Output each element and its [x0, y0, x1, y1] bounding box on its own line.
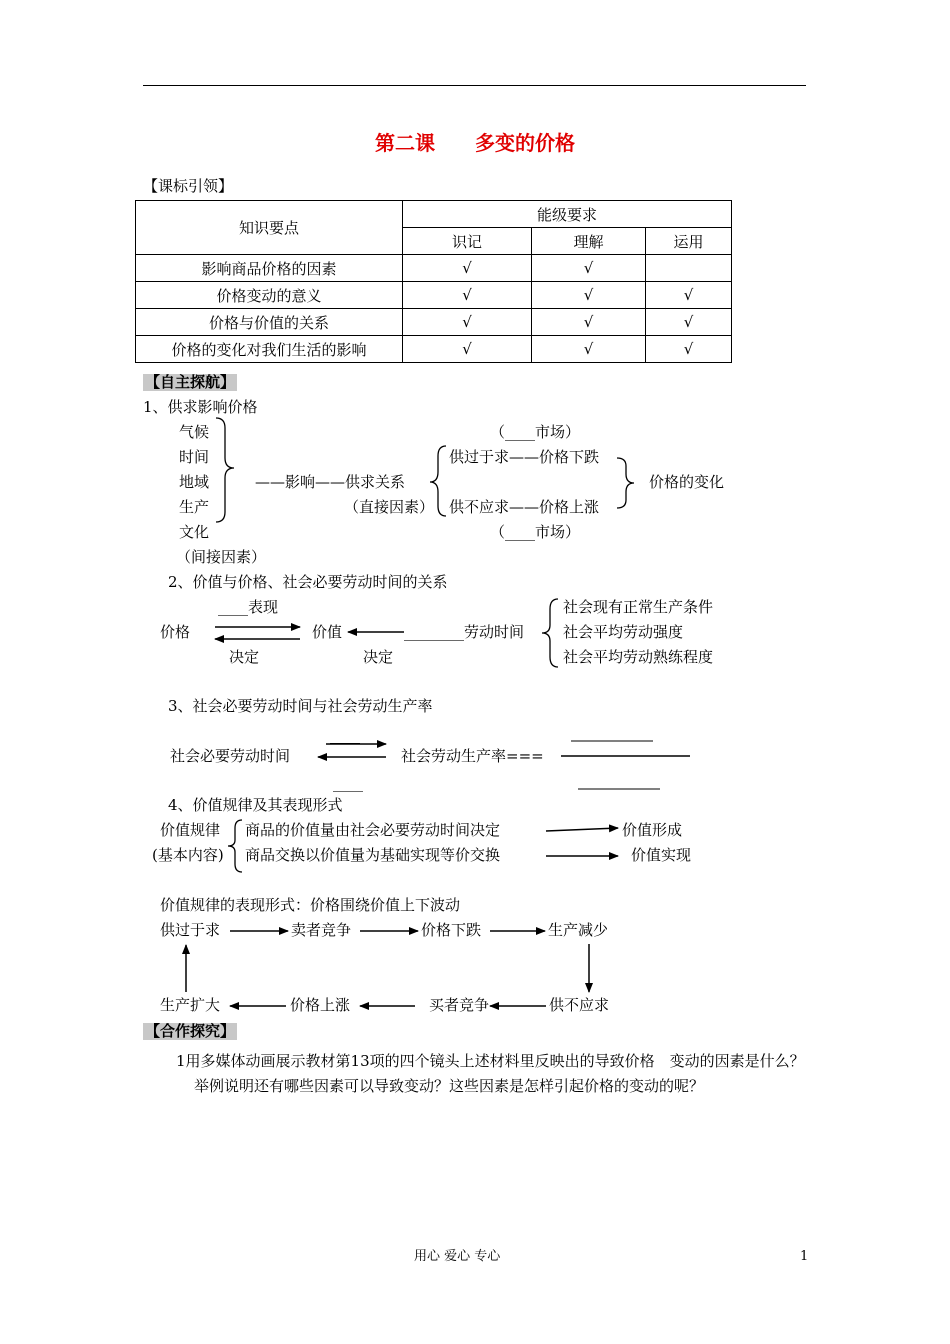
- s2-heading: 2、价值与价格、社会必要劳动时间的关系: [168, 573, 448, 591]
- supply-under: 供不应求——价格上涨: [449, 498, 600, 516]
- factor-item: 生产: [179, 498, 210, 516]
- cycle-node: 买者竞争: [429, 996, 490, 1014]
- s4-heading: 4、价值规律及其表现形式: [168, 796, 343, 814]
- indirect-label: （间接因素）: [176, 548, 267, 566]
- cycle-node: 价格上涨: [290, 996, 351, 1014]
- check-mark: √: [532, 255, 646, 282]
- express-label: ____表现: [218, 598, 279, 616]
- s3-heading: 3、社会必要劳动时间与社会劳动生产率: [168, 697, 433, 715]
- row-topic: 价格与价值的关系: [136, 309, 403, 336]
- check-mark: √: [532, 336, 646, 363]
- market-bottom: （____市场）: [490, 523, 581, 541]
- brace-left: [228, 820, 242, 872]
- blank-bottom: ____: [333, 774, 363, 792]
- decide-label: 决定: [229, 648, 260, 666]
- brace-right: [617, 458, 634, 508]
- brace-right: [216, 418, 234, 522]
- condition-item: 社会现有正常生产条件: [563, 598, 714, 616]
- cycle-node: 价格下跌: [421, 921, 482, 939]
- check-mark: √: [646, 336, 732, 363]
- check-mark: √: [403, 255, 532, 282]
- row-topic: 价格变动的意义: [136, 282, 403, 309]
- check-mark: √: [403, 336, 532, 363]
- check-mark: √: [403, 309, 532, 336]
- labor-time-left: 社会必要劳动时间: [170, 747, 291, 765]
- check-mark: √: [646, 309, 732, 336]
- cycle-node: 卖者竞争: [291, 921, 352, 939]
- labor-time-label: ________劳动时间: [404, 623, 525, 641]
- factor-item: 时间: [179, 448, 210, 466]
- s1-heading: 1、供求影响价格: [143, 398, 258, 416]
- direct-label: （直接因素）: [344, 498, 435, 516]
- influence-chain: ——影响——供求关系: [255, 473, 406, 491]
- productivity-right: 社会劳动生产率===: [401, 747, 544, 765]
- page-title: 第二课 多变的价格: [375, 131, 575, 155]
- condition-item: 社会平均劳动熟练程度: [563, 648, 714, 666]
- law-content-2: 商品交换以价值量为基础实现等价交换: [245, 846, 501, 864]
- section-explore-tag: 【自主探航】: [145, 373, 236, 391]
- value-formation: 价值形成: [622, 821, 683, 839]
- arrow-formation: [546, 828, 618, 831]
- law-label: 价值规律: [160, 821, 221, 839]
- check-mark: √: [532, 282, 646, 309]
- row-topic: 影响商品价格的因素: [136, 255, 403, 282]
- level-understand: 理解: [532, 228, 646, 255]
- form-heading: 价值规律的表现形式：价格围绕价值上下波动: [160, 896, 461, 914]
- decide-label: 决定: [363, 648, 394, 666]
- col-topic-header: 知识要点: [136, 201, 403, 255]
- section-standard-heading: 【课标引领】: [143, 177, 234, 195]
- question-text: 1用多媒体动画展示教材第13项的四个镜头上述材料里反映出的导致价格 变动的因素是什么？举例说明还有哪些因素可以导致变动？这些因素是怎样引起价格的变动的呢？: [176, 1052, 805, 1095]
- factor-item: 气候: [179, 423, 210, 441]
- level-recall: 识记: [403, 228, 532, 255]
- law-content-1: 商品的价值量由社会必要劳动时间决定: [245, 821, 501, 839]
- condition-item: 社会平均劳动强度: [563, 623, 684, 641]
- factor-item: 文化: [179, 523, 210, 541]
- cycle-node: 生产扩大: [160, 996, 221, 1014]
- blank-top: ____: [330, 726, 360, 744]
- level-apply: 运用: [646, 228, 732, 255]
- row-topic: 价格的变化对我们生活的影响: [136, 336, 403, 363]
- col-level-header: 能级要求: [403, 201, 732, 228]
- section-coop-tag: 【合作探究】: [145, 1022, 236, 1040]
- cycle-node: 供不应求: [549, 996, 610, 1014]
- cycle-node: 供过于求: [160, 921, 221, 939]
- market-top: （____市场）: [490, 423, 581, 441]
- supply-over: 供过于求——价格下跌: [449, 448, 600, 466]
- page-number: 1: [800, 1249, 809, 1264]
- check-mark: √: [403, 282, 532, 309]
- factor-item: 地域: [179, 473, 210, 491]
- value-label: 价值: [312, 623, 343, 641]
- value-realization: 价值实现: [631, 846, 692, 864]
- basic-content-label: (基本内容): [152, 846, 224, 864]
- check-mark: √: [646, 282, 732, 309]
- brace-left: [430, 446, 446, 516]
- brace-left: [542, 599, 558, 667]
- cycle-node: 生产减少: [548, 921, 609, 939]
- price-label: 价格: [160, 623, 191, 641]
- footer-motto: 用心 爱心 专心: [414, 1249, 501, 1264]
- price-change: 价格的变化: [649, 473, 725, 491]
- check-mark: √: [532, 309, 646, 336]
